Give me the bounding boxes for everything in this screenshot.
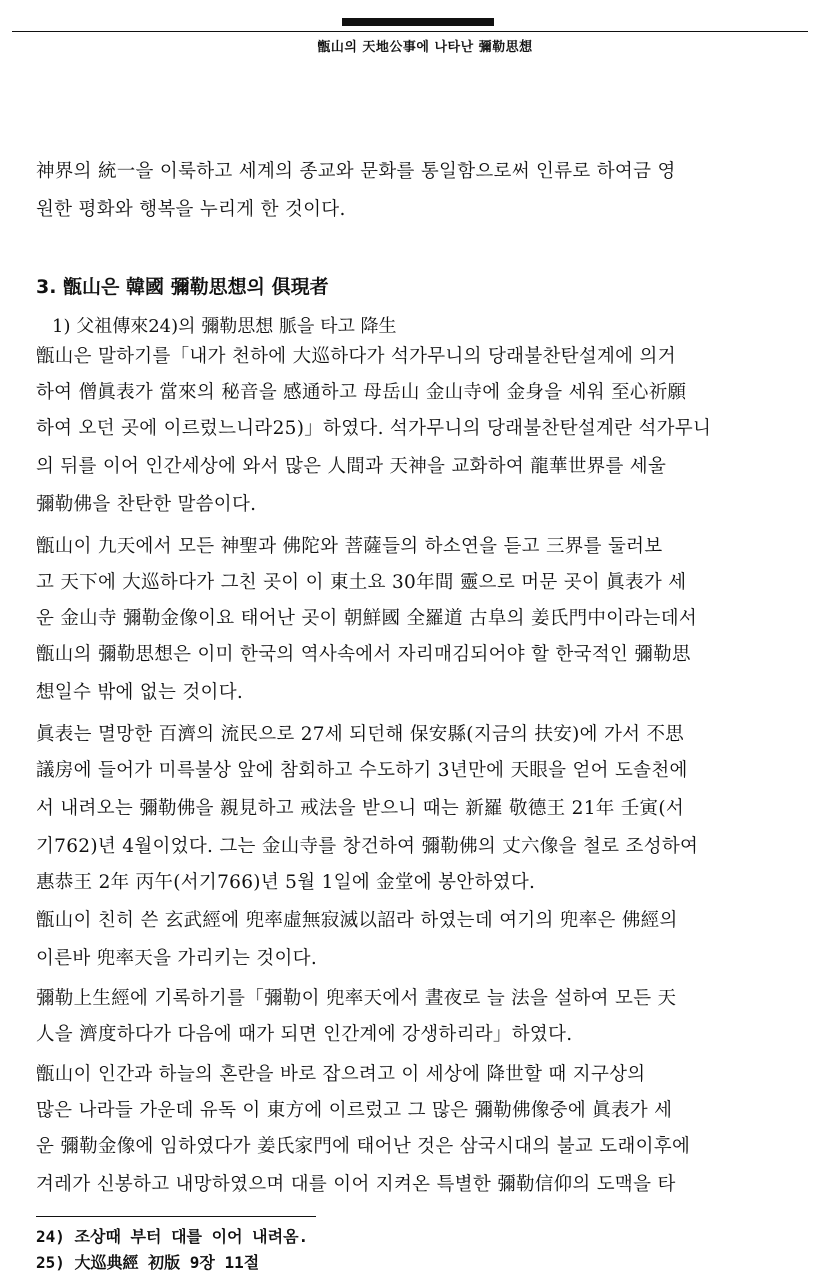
text-line: 議房에 들어가 미륵불상 앞에 참회하고 수도하기 3년만에 天眼을 얻어 도솔천에: [36, 760, 688, 781]
text-line: 의 뒤를 이어 인간세상에 와서 많은 人間과 天神을 교화하여 龍華世界를 세울: [36, 456, 667, 477]
text-line: 운 金山寺 彌勒金像이요 태어난 곳이 朝鮮國 全羅道 古阜의 姜氏門中이라는데서: [36, 608, 698, 629]
text-line: 彌勒佛을 찬탄한 말씀이다.: [36, 494, 257, 515]
footnote-rule: [36, 1216, 316, 1217]
text-line: 이른바 兜率天을 가리키는 것이다.: [36, 948, 318, 969]
text-line: 甑山의 彌勒思想은 이미 한국의 역사속에서 자리매김되어야 할 한국적인 彌勒思: [36, 644, 691, 665]
text-line: 甑山이 九天에서 모든 神聖과 佛陀와 菩薩들의 하소연을 듣고 三界를 둘러보: [36, 536, 663, 557]
text-line: 원한 평화와 행복을 누리게 한 것이다.: [36, 199, 346, 220]
text-line: 많은 나라들 가운데 유독 이 東方에 이르렀고 그 많은 彌勒佛像중에 眞表가 세: [36, 1100, 673, 1121]
text-line: 惠恭王 2年 丙午(서기766)년 5월 1일에 金堂에 봉안하였다.: [36, 872, 536, 893]
header-rule: [12, 31, 808, 32]
top-bar: [342, 18, 494, 26]
text-line: 彌勒上生經에 기록하기를「彌勒이 兜率天에서 晝夜로 늘 法을 설하여 모든 天: [36, 988, 677, 1009]
subsection-heading: 1) 父祖傳來24)의 彌勒思想 脈을 타고 降生: [52, 316, 397, 337]
text-line: 하여 僧眞表가 當來의 秘音을 感通하고 母岳山 金山寺에 金身을 세워 至心祈願: [36, 382, 687, 403]
section-heading: 3. 甑山은 韓國 彌勒思想의 俱現者: [36, 276, 329, 298]
footnote: 25) 大巡典經 初版 9장 11절: [36, 1253, 260, 1272]
running-head: 甑山의 天地公事에 나타난 彌勒思想: [317, 40, 533, 55]
text-line: 眞表는 멸망한 百濟의 流民으로 27세 되던해 保安縣(지금의 扶安)에 가서 不思: [36, 724, 685, 745]
text-line: 甑山은 말하기를「내가 천하에 大巡하다가 석가무니의 당래불찬탄설계에 의거: [36, 346, 676, 367]
text-line: 神界의 統一을 이룩하고 세계의 종교와 문화를 통일함으로써 인류로 하여금 영: [36, 161, 676, 182]
text-line: 기762)년 4월이었다. 그는 金山寺를 창건하여 彌勒佛의 丈六像을 철로 조성하여: [36, 836, 699, 857]
text-line: 운 彌勒金像에 임하였다가 姜氏家門에 태어난 것은 삼국시대의 불교 도래이후에: [36, 1136, 691, 1157]
text-line: 하여 오던 곳에 이르렀느니라25)」하였다. 석가무니의 당래불찬탄설계란 석가무니: [36, 418, 712, 439]
text-line: 甑山이 친히 쓴 玄武經에 兜率虛無寂滅以詔라 하였는데 여기의 兜率은 佛經의: [36, 910, 678, 931]
text-line: 想일수 밖에 없는 것이다.: [36, 682, 244, 703]
text-line: 겨레가 신봉하고 내망하였으며 대를 이어 지켜온 특별한 彌勒信仰의 도맥을 타: [36, 1174, 676, 1195]
text-line: 甑山이 인간과 하늘의 혼란을 바로 잡으려고 이 세상에 降世할 때 지구상의: [36, 1064, 646, 1085]
text-line: 고 天下에 大巡하다가 그친 곳이 이 東土요 30年間 靈으로 머문 곳이 眞表가 세: [36, 572, 687, 593]
footnote: 24) 조상때 부터 대를 이어 내려옴.: [36, 1227, 309, 1246]
text-line: 서 내려오는 彌勒佛을 親見하고 戒法을 받으니 때는 新羅 敬德王 21年 壬寅(서: [36, 798, 685, 819]
text-line: 人을 濟度하다가 다음에 때가 되면 인간계에 강생하리라」하였다.: [36, 1024, 573, 1045]
